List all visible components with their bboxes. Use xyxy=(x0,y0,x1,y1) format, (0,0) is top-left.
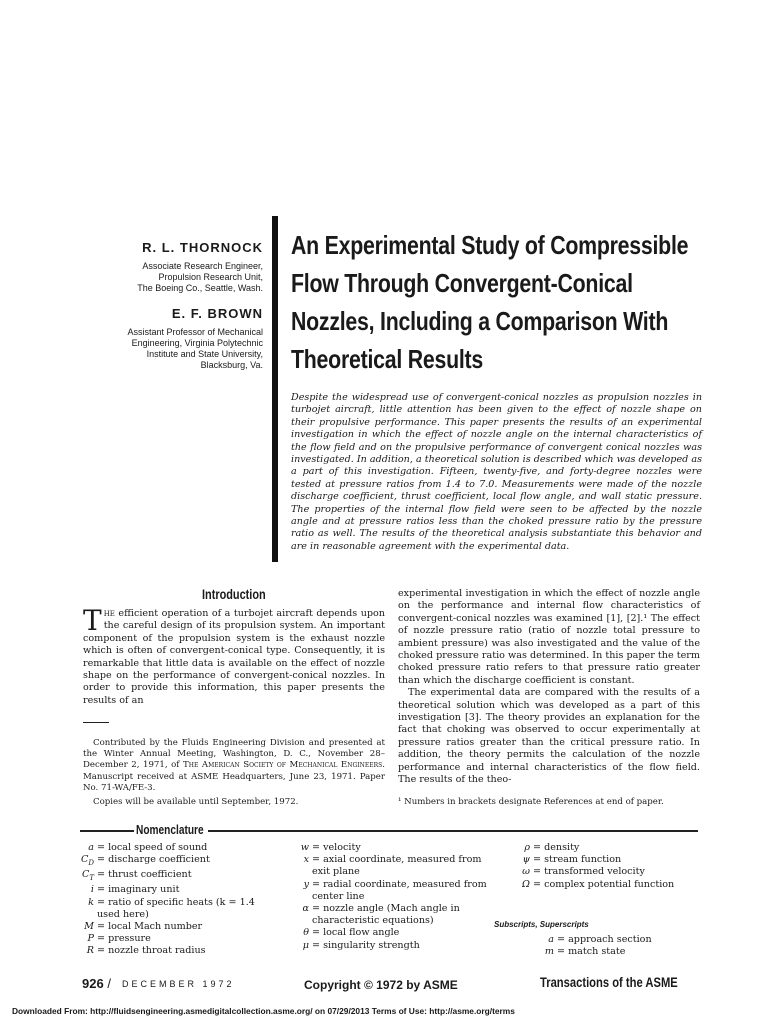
paper-title xyxy=(291,226,711,378)
nomenclature-entry: $C_T$ = thrust coefficient xyxy=(81,869,192,883)
contributed-note xyxy=(83,738,385,794)
contributed-text: Contributed by the Fluids Engineering Division and presented at the Winter Annual Meeting, Washington, D. C., November 28–December 2, 1971, of xyxy=(83,738,385,771)
author-affiliation-line: Blacksburg, Va. xyxy=(200,360,263,370)
nomenclature-entry: $C_D$ = discharge coefficient xyxy=(81,854,210,868)
footnote: ¹ Numbers in brackets designate References at end of paper. xyxy=(398,797,664,807)
nomenclature-entry: P = pressure xyxy=(87,933,151,945)
nomenclature-entry: i = imaginary unit xyxy=(90,884,180,896)
author-block-1 xyxy=(93,240,263,294)
intro-left-column xyxy=(83,604,385,707)
nomenclature-entry: R = nozzle throat radius xyxy=(86,945,206,957)
nomenclature-column-3 xyxy=(506,842,706,891)
nomenclature-entry: ψ = stream function xyxy=(522,854,622,866)
nomenclature-entry: ρ = density xyxy=(524,842,580,853)
nomenclature-entry: x = axial coordinate, measured from exit plane xyxy=(303,854,482,878)
nomenclature-entry: α = nozzle angle (Mach angle in characteristic equations) xyxy=(302,903,460,927)
nomenclature-entry: ω = transformed velocity xyxy=(522,866,645,878)
title-vertical-bar xyxy=(272,216,278,562)
nomenclature-entry: m = match state xyxy=(544,946,626,958)
author-block-2 xyxy=(93,306,263,371)
nomenclature-rule-right xyxy=(208,830,698,832)
intro-paragraph: The experimental data are compared with the results of a theoretical solution which was developed as a part of this investigation [3]. The theory provides an explanation for the fact that choking was observed to occur experimentally at pressure ratios greater than the critical pressure ratio. In addition, the theory permits the calculation of the nozzle performance and internal characteristics of the flow field. The results of the theo- xyxy=(398,687,700,786)
issue-date: DECEMBER 1972 xyxy=(122,979,235,989)
intro-paragraph: experimental investigation in which the effect of nozzle angle on the performance and internal flow characteristics of convergent-conical nozzles was examined [1], [2].¹ The effect of nozzle pressure ratio (ratio of nozzle total pressure to ambient pressure) was also investigated and the value of the choked pressure ratio was determined. In this paper the term choked pressure ratio refers to that pressure ratio greater than which the discharge coefficient is constant. xyxy=(398,588,700,686)
author-affiliation-line: Propulsion Research Unit, xyxy=(158,272,263,282)
author-affiliation-line: Engineering, Virginia Polytechnic xyxy=(131,338,263,348)
download-line: Downloaded From: http://fluidsengineering.asmedigitalcollection.asme.org/ on 07/29/2013 Terms of Use: http://asme.org/terms xyxy=(12,1006,515,1016)
nomenclature-entry: a = approach section xyxy=(548,934,652,945)
journal-name: Transactions of the ASME xyxy=(540,974,678,990)
title-line: Nozzles, Including a Comparison With xyxy=(291,306,669,336)
subscripts-list xyxy=(530,934,700,958)
society-name: The American Society of Mechanical Engineers xyxy=(183,760,383,771)
title-line: Theoretical Results xyxy=(291,344,484,374)
nomenclature-heading: Nomenclature xyxy=(136,822,204,837)
author-affiliation-line: Associate Research Engineer, xyxy=(142,261,263,271)
nomenclature-entry: k = ratio of specific heats (k = 1.4 used here) xyxy=(88,896,255,920)
copies-note: Copies will be available until September, 1972. xyxy=(93,797,299,807)
drop-cap: T xyxy=(83,604,102,637)
author-name: E. F. BROWN xyxy=(171,306,263,321)
title-line: Flow Through Convergent-Conical xyxy=(291,268,633,298)
intro-smallcaps: he xyxy=(103,608,115,619)
author-affiliation-line: Assistant Professor of Mechanical xyxy=(127,327,263,337)
nomenclature-entry: y = radial coordinate, measured from center line xyxy=(303,878,487,902)
nomenclature-column-1 xyxy=(70,842,280,958)
nomenclature-entry: μ = singularity strength xyxy=(302,939,420,951)
note-divider xyxy=(83,722,109,723)
intro-paragraph: efficient operation of a turbojet aircraft depends upon the careful design of its propulsion system. An important component of the propulsion system is the exhaust nozzle which is often of convergent-conical type. Consequently, it is remarkable that little data is available on the effect of nozzle shape on the performance of convergent-conical nozzles. In order to provide this information, this paper presents the results of an xyxy=(83,608,385,706)
nomenclature-entry: a = local speed of sound xyxy=(88,842,208,853)
page-number: 926 / xyxy=(82,976,111,991)
subscripts-heading: Subscripts, Superscripts xyxy=(494,920,589,929)
author-affiliation-line: Institute and State University, xyxy=(146,349,263,359)
intro-right-column xyxy=(398,588,700,787)
copyright: Copyright © 1972 by ASME xyxy=(304,978,458,992)
author-affiliation-line: The Boeing Co., Seattle, Wash. xyxy=(137,283,263,293)
introduction-heading: Introduction xyxy=(202,586,266,602)
nomenclature-entry: Ω = complex potential function xyxy=(522,878,675,890)
author-name: R. L. THORNOCK xyxy=(142,240,263,255)
nomenclature-entry: M = local Mach number xyxy=(84,921,203,933)
nomenclature-column-2 xyxy=(285,842,495,952)
abstract: Despite the widespread use of convergent-conical nozzles as propulsion nozzles in turbojet aircraft, little attention has been given to the effect of nozzle shape on their propulsive performance. This paper presents the results of an experimental investigation in which the effect of nozzle angle on the internal characteristics of the flow field and on the propulsive performance of convergent conical nozzles was investigated. In addition, a theoretical solution is described which was developed as a part of this investigation. Fifteen, twenty-five, and forty-degree nozzles were tested at pressure ratios from 1.4 to 7.0. Measurements were made of the nozzle discharge coefficient, thrust coefficient, local flow angle, and wall static pressure. The properties of the internal flow field were seen to be affected by the nozzle angle and at pressure ratios less than the choked pressure ratio by the pressure ratio as well. The results of the theoretical analysis substantiate this behavior and are in reasonable agreement with the experimental data. xyxy=(291,392,702,552)
nomenclature-rule-left xyxy=(80,830,134,832)
contributed-text: . Manuscript received at ASME Headquarters, June 23, 1971. Paper No. 71-WA/FE-3. xyxy=(83,760,385,793)
title-line: An Experimental Study of Compressible xyxy=(291,230,689,260)
nomenclature-entry: w = velocity xyxy=(300,842,361,853)
nomenclature-entry: θ = local flow angle xyxy=(303,927,400,939)
